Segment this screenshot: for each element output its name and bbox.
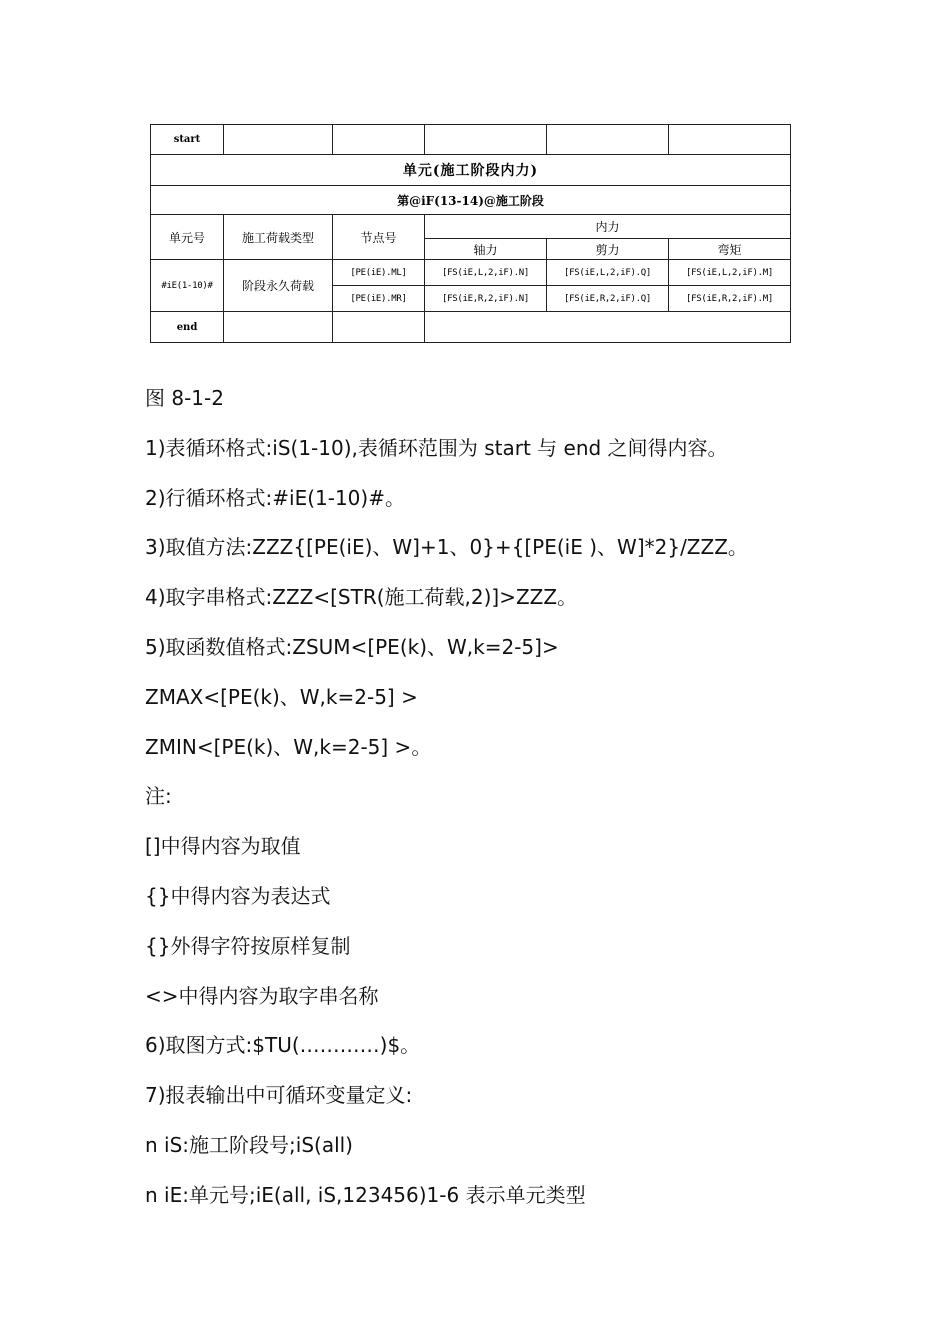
cell-moment-right: [FS(iE,R,2,iF).M] bbox=[669, 286, 791, 312]
empty-cell bbox=[425, 125, 547, 155]
empty-cell bbox=[333, 312, 425, 343]
paragraph: 2)行循环格式:#iE(1-10)#。 bbox=[145, 485, 405, 510]
note-heading: 注: bbox=[145, 784, 172, 809]
empty-cell bbox=[425, 312, 791, 343]
note-item: {}外得字符按原样复制 bbox=[145, 933, 351, 958]
cell-node-right: [PE(iE).MR] bbox=[333, 286, 425, 312]
paragraph: 7)报表输出中可循环变量定义: bbox=[145, 1083, 413, 1108]
header-node-no: 节点号 bbox=[333, 215, 425, 260]
paragraph: 3)取值方法:ZZZ{[PE(iE)、W]+1、0}+{[PE(iE )、W]*2}/ZZZ。 bbox=[145, 535, 748, 560]
row-load-type: 阶段永久荷载 bbox=[224, 260, 333, 312]
note-item: []中得内容为取值 bbox=[145, 834, 301, 859]
cell-shear-right: [FS(iE,R,2,iF).Q] bbox=[547, 286, 669, 312]
cell-node-left: [PE(iE).ML] bbox=[333, 260, 425, 286]
end-marker: end bbox=[151, 312, 224, 343]
table-title: 单元(施工阶段内力) bbox=[151, 155, 791, 186]
header-shear: 剪力 bbox=[547, 239, 669, 260]
header-internal-force: 内力 bbox=[425, 215, 791, 239]
header-moment: 弯矩 bbox=[669, 239, 791, 260]
table-subtitle: 第@iF(13-14)@施工阶段 bbox=[151, 186, 791, 215]
note-item: <>中得内容为取字串名称 bbox=[145, 983, 379, 1008]
empty-cell bbox=[547, 125, 669, 155]
cell-moment-left: [FS(iE,L,2,iF).M] bbox=[669, 260, 791, 286]
header-axial: 轴力 bbox=[425, 239, 547, 260]
empty-cell bbox=[333, 125, 425, 155]
report-template-table-image bbox=[150, 124, 790, 344]
paragraph: n iS:施工阶段号;iS(all) bbox=[145, 1132, 353, 1157]
paragraph: n iE:单元号;iE(all, iS,123456)1-6 表示单元类型 bbox=[145, 1182, 586, 1207]
paragraph: 6)取图方式:$TU(…………)$。 bbox=[145, 1033, 421, 1058]
paragraph: ZMIN<[PE(k)、W,k=2-5] >。 bbox=[145, 734, 432, 759]
figure-caption: 图 8-1-2 bbox=[145, 386, 224, 410]
document-body bbox=[145, 380, 925, 1227]
empty-cell bbox=[669, 125, 791, 155]
header-load-type: 施工荷载类型 bbox=[224, 215, 333, 260]
paragraph: 5)取函数值格式:ZSUM<[PE(k)、W,k=2-5]> bbox=[145, 634, 559, 659]
note-item: {}中得内容为表达式 bbox=[145, 883, 331, 908]
cell-axial-right: [FS(iE,R,2,iF).N] bbox=[425, 286, 547, 312]
empty-cell bbox=[224, 125, 333, 155]
cell-shear-left: [FS(iE,L,2,iF).Q] bbox=[547, 260, 669, 286]
header-element-no: 单元号 bbox=[151, 215, 224, 260]
report-template-table bbox=[150, 124, 791, 343]
paragraph: 4)取字串格式:ZZZ<[STR(施工荷载,2)]>ZZZ。 bbox=[145, 585, 578, 610]
start-marker: start bbox=[151, 125, 224, 155]
row-element-loop: #iE(1-10)# bbox=[151, 260, 224, 312]
empty-cell bbox=[224, 312, 333, 343]
paragraph: ZMAX<[PE(k)、W,k=2-5] > bbox=[145, 684, 418, 709]
cell-axial-left: [FS(iE,L,2,iF).N] bbox=[425, 260, 547, 286]
paragraph: 1)表循环格式:iS(1-10),表循环范围为 start 与 end 之间得内容。 bbox=[145, 435, 728, 460]
